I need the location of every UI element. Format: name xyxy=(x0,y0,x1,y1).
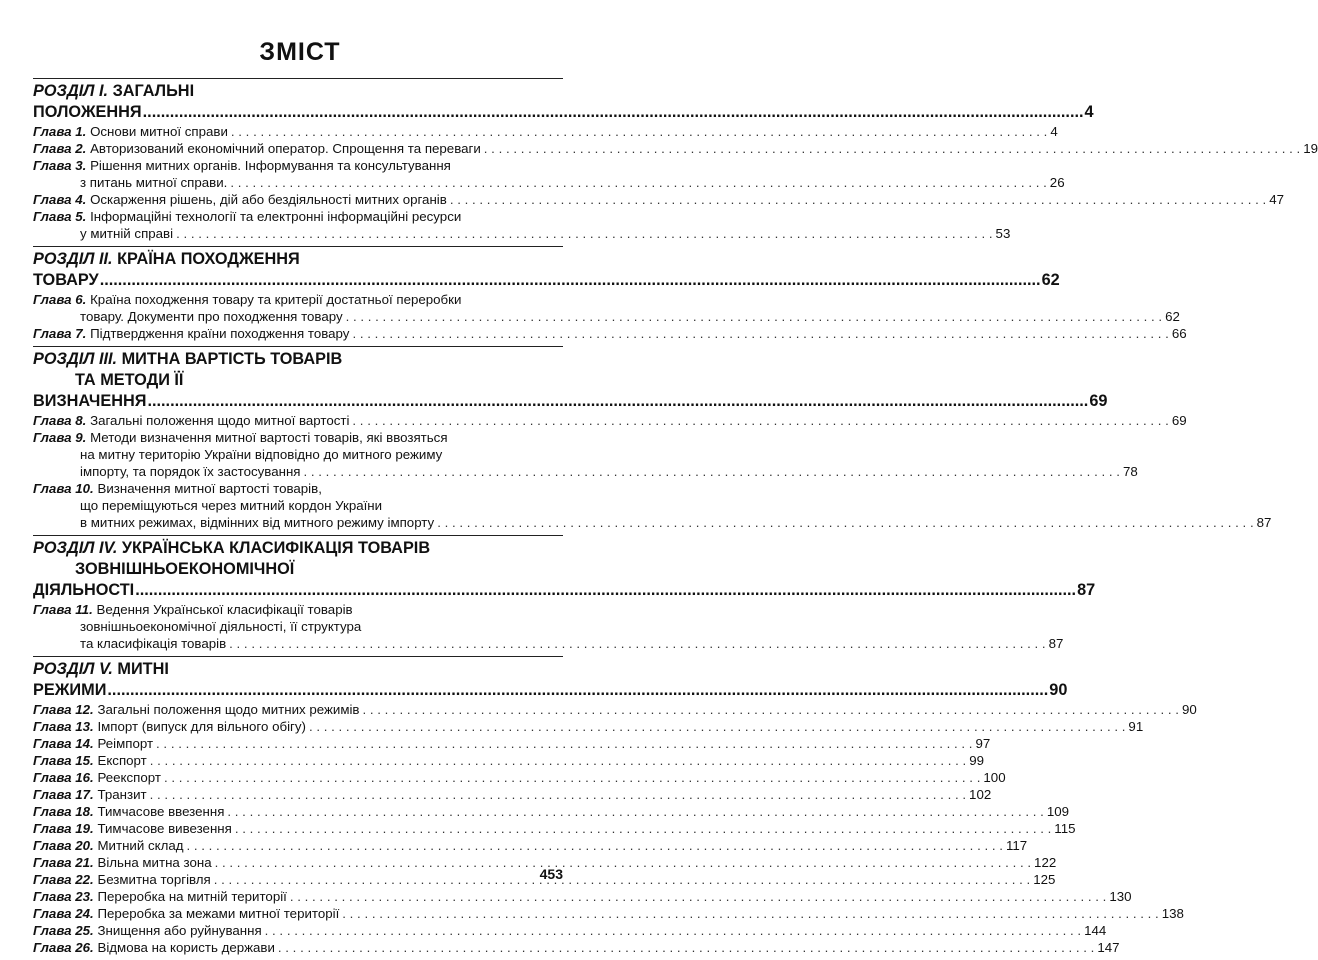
dot-leader xyxy=(215,854,1031,871)
chapter-page: 125 xyxy=(1033,872,1056,887)
dot-leader xyxy=(135,581,1076,599)
chapter-label: Глава 24. xyxy=(33,906,94,921)
chapter-title: товару. Документи про походження товару xyxy=(80,309,343,324)
chapter-title: Тимчасове ввезення xyxy=(97,804,225,819)
dot-leader xyxy=(176,225,992,242)
chapter-entry[interactable] xyxy=(33,718,1144,735)
chapter-title: Експорт xyxy=(97,753,147,768)
dot-leader xyxy=(143,103,1084,121)
dot-leader xyxy=(156,735,972,752)
chapter-title: Визначення митної вартості товарів, xyxy=(97,481,322,496)
dot-leader xyxy=(186,837,1002,854)
chapter-page: 69 xyxy=(1171,413,1187,428)
chapter-label: Глава 18. xyxy=(33,804,94,819)
page-title: ЗМІСТ xyxy=(259,38,341,66)
dot-leader xyxy=(231,123,1047,140)
chapter-entry[interactable] xyxy=(33,786,992,803)
dot-leader xyxy=(278,939,1094,956)
dot-leader xyxy=(450,191,1266,208)
section-page: 4 xyxy=(1084,103,1094,121)
chapter-page: 102 xyxy=(969,787,992,802)
chapter-entry[interactable] xyxy=(33,701,1197,718)
chapter-label: Глава 2. xyxy=(33,141,87,156)
chapter-label: Глава 14. xyxy=(33,736,94,751)
dot-leader xyxy=(342,905,1158,922)
chapter-page: 100 xyxy=(983,770,1006,785)
chapter-entry[interactable] xyxy=(33,191,1285,208)
section-label: РОЗДІЛ I. xyxy=(33,82,109,100)
chapter-entry[interactable] xyxy=(33,752,984,769)
chapter-title: у митній справі xyxy=(80,226,174,241)
chapter-label: Глава 12. xyxy=(33,702,94,717)
chapter-title: Вільна митна зона xyxy=(97,855,212,870)
section-heading[interactable] xyxy=(33,656,1068,701)
chapter-label: Глава 10. xyxy=(33,481,94,496)
chapter-title: зовнішньоекономічної діяльності, її структура xyxy=(80,619,362,634)
dot-leader xyxy=(229,635,1045,652)
dot-leader xyxy=(309,718,1125,735)
chapter-entry[interactable] xyxy=(33,905,1184,922)
toc-section xyxy=(33,78,1318,242)
chapter-label: Глава 25. xyxy=(33,923,94,938)
chapter-page: 122 xyxy=(1034,855,1057,870)
chapter-label: Глава 4. xyxy=(33,192,87,207)
chapter-page: 47 xyxy=(1269,192,1285,207)
chapter-title: Митний склад xyxy=(97,838,184,853)
section-title: МИТНІ РЕЖИМИ xyxy=(33,660,169,699)
section-label: РОЗДІЛ III. xyxy=(33,350,118,368)
chapter-title: та класифікація товарів xyxy=(80,636,227,651)
chapter-title: Основи митної справи xyxy=(90,124,228,139)
chapter-page: 117 xyxy=(1005,838,1028,853)
chapter-label: Глава 5. xyxy=(33,209,87,224)
chapter-entry[interactable] xyxy=(33,601,1064,652)
chapter-title: Загальні положення щодо митних режимів xyxy=(97,702,360,717)
chapter-label: Глава 20. xyxy=(33,838,94,853)
chapter-title: Відмова на користь держави xyxy=(97,940,275,955)
dot-leader xyxy=(100,271,1041,289)
dot-leader xyxy=(235,820,1051,837)
chapter-entry[interactable] xyxy=(33,157,1065,191)
chapter-entry[interactable] xyxy=(33,412,1187,429)
page-number: 453 xyxy=(539,866,563,882)
section-page: 69 xyxy=(1089,392,1108,410)
section-label: РОЗДІЛ V. xyxy=(33,660,113,678)
chapter-entry[interactable] xyxy=(33,480,1272,531)
chapter-title: Оскарження рішень, дій або бездіяльності митних органів xyxy=(90,192,447,207)
chapter-label: Глава 8. xyxy=(33,413,87,428)
chapter-entry[interactable] xyxy=(33,888,1132,905)
chapter-title: Переробка на митній території xyxy=(97,889,287,904)
toc-section xyxy=(33,346,1272,531)
dot-leader xyxy=(265,922,1081,939)
chapter-page: 115 xyxy=(1054,821,1076,836)
chapter-page: 130 xyxy=(1109,889,1132,904)
chapter-page: 91 xyxy=(1128,719,1144,734)
chapter-page: 26 xyxy=(1049,175,1065,190)
chapter-page: 78 xyxy=(1122,464,1138,479)
chapter-label: Глава 17. xyxy=(33,787,94,802)
chapter-page: 87 xyxy=(1048,636,1064,651)
dot-leader xyxy=(227,803,1043,820)
chapter-page: 4 xyxy=(1050,124,1058,139)
chapter-entry[interactable] xyxy=(33,820,1076,837)
chapter-title: Тимчасове вивезення xyxy=(97,821,232,836)
chapter-entry[interactable] xyxy=(33,123,1058,140)
chapter-title: Безмитна торгівля xyxy=(97,872,211,887)
chapter-label: Глава 6. xyxy=(33,292,87,307)
chapter-label: Глава 13. xyxy=(33,719,94,734)
dot-leader xyxy=(107,681,1048,699)
chapter-label: Глава 3. xyxy=(33,158,87,173)
chapter-title: Країна походження товару та критерії достатньої переробки xyxy=(90,292,462,307)
dot-leader xyxy=(230,174,1046,191)
chapter-title: Загальні положення щодо митної вартості xyxy=(90,413,350,428)
chapter-title: Методи визначення митної вартості товарів, які ввозяться xyxy=(90,430,448,445)
chapter-page: 99 xyxy=(969,753,984,768)
chapter-title: Знищення або руйнування xyxy=(97,923,262,938)
chapter-entry[interactable] xyxy=(33,140,1318,157)
chapter-label: Глава 11. xyxy=(33,602,93,617)
dot-leader xyxy=(150,752,966,769)
chapter-title: Підтвердження країни походження товару xyxy=(90,326,350,341)
chapter-title: Переробка за межами митної території xyxy=(97,906,340,921)
section-title: КРАЇНА ПОХОДЖЕННЯ ТОВАРУ xyxy=(33,250,300,289)
chapter-page: 87 xyxy=(1256,515,1272,530)
chapter-label: Глава 7. xyxy=(33,326,87,341)
chapter-title: Інформаційні технології та електронні інформаційні ресурси xyxy=(90,209,462,224)
section-label: РОЗДІЛ IV. xyxy=(33,539,118,557)
section-title: ЗАГАЛЬНІ ПОЛОЖЕННЯ xyxy=(33,82,195,121)
section-heading[interactable] xyxy=(33,246,1060,291)
dot-leader xyxy=(303,463,1119,480)
section-label: РОЗДІЛ II. xyxy=(33,250,113,268)
chapter-page: 138 xyxy=(1161,906,1184,921)
chapter-entry[interactable] xyxy=(33,208,1011,242)
chapter-page: 19 xyxy=(1303,141,1318,156)
chapter-label: Глава 23. xyxy=(33,889,94,904)
section-title: ЗОВНІШНЬОЕКОНОМІЧНОЇ ДІЯЛЬНОСТІ xyxy=(33,560,295,599)
chapter-title: Транзит xyxy=(97,787,147,802)
dot-leader xyxy=(147,392,1088,410)
chapter-title: Реімпорт xyxy=(97,736,154,751)
chapter-title: Ведення Української класифікації товарів xyxy=(96,602,353,617)
dot-leader xyxy=(346,308,1162,325)
chapter-page: 62 xyxy=(1165,309,1180,324)
chapter-entry[interactable] xyxy=(33,429,1138,480)
chapter-title: з питань митної справи. xyxy=(80,175,228,190)
section-title: УКРАЇНСЬКА КЛАСИФІКАЦІЯ ТОВАРІВ xyxy=(121,539,431,557)
chapter-page: 66 xyxy=(1171,326,1187,341)
section-heading[interactable] xyxy=(33,78,1094,123)
chapter-title: імпорту, та порядок їх застосування xyxy=(80,464,301,479)
section-page: 87 xyxy=(1077,581,1096,599)
chapter-page: 53 xyxy=(995,226,1011,241)
section-title: ТА МЕТОДИ ЇЇ ВИЗНАЧЕННЯ xyxy=(33,371,184,410)
table-of-contents xyxy=(33,78,1318,960)
chapter-page: 147 xyxy=(1097,940,1120,955)
chapter-entry[interactable] xyxy=(33,854,1057,871)
chapter-label: Глава 19. xyxy=(33,821,94,836)
chapter-label: Глава 26. xyxy=(33,940,94,955)
chapter-entry[interactable] xyxy=(33,939,1120,956)
chapter-entry[interactable] xyxy=(33,325,1187,342)
section-heading[interactable] xyxy=(33,346,1108,412)
toc-section xyxy=(33,656,1197,956)
chapter-entry[interactable] xyxy=(33,291,1180,325)
chapter-label: Глава 9. xyxy=(33,430,87,445)
chapter-page: 144 xyxy=(1084,923,1107,938)
chapter-title: на митну територію України відповідно до митного режиму xyxy=(80,447,443,462)
dot-leader xyxy=(352,412,1168,429)
toc-section xyxy=(33,535,1096,652)
chapter-title: Реекспорт xyxy=(97,770,161,785)
section-heading[interactable] xyxy=(33,535,1096,601)
chapter-label: Глава 1. xyxy=(33,124,87,139)
chapter-label: Глава 21. xyxy=(33,855,94,870)
chapter-entry[interactable] xyxy=(33,735,991,752)
chapter-label: Глава 15. xyxy=(33,753,94,768)
dot-leader xyxy=(352,325,1168,342)
chapter-title: Імпорт (випуск для вільного обігу) xyxy=(97,719,306,734)
section-page: 62 xyxy=(1041,271,1060,289)
dot-leader xyxy=(214,871,1030,888)
dot-leader xyxy=(363,701,1179,718)
chapter-entry[interactable] xyxy=(33,803,1070,820)
chapter-title: в митних режимах, відмінних від митного режиму імпорту xyxy=(80,515,435,530)
section-page: 90 xyxy=(1049,681,1068,699)
chapter-title: Авторизований економічний оператор. Спрощення та переваги xyxy=(90,141,481,156)
chapter-title: що переміщуються через митний кордон України xyxy=(80,498,383,513)
chapter-label: Глава 16. xyxy=(33,770,94,785)
dot-leader xyxy=(437,514,1253,531)
chapter-entry[interactable] xyxy=(33,837,1028,854)
dot-leader xyxy=(484,140,1300,157)
section-title: МИТНА ВАРТІСТЬ ТОВАРІВ xyxy=(121,350,343,368)
chapter-page: 97 xyxy=(975,736,991,751)
chapter-page: 90 xyxy=(1181,702,1197,717)
chapter-label: Глава 22. xyxy=(33,872,94,887)
dot-leader xyxy=(164,769,980,786)
dot-leader xyxy=(290,888,1106,905)
chapter-title: Рішення митних органів. Інформування та консультування xyxy=(90,158,451,173)
toc-section xyxy=(33,246,1187,342)
dot-leader xyxy=(150,786,966,803)
chapter-entry[interactable] xyxy=(33,769,1006,786)
chapter-page: 109 xyxy=(1046,804,1070,819)
chapter-entry[interactable] xyxy=(33,871,1056,888)
chapter-entry[interactable] xyxy=(33,922,1107,939)
